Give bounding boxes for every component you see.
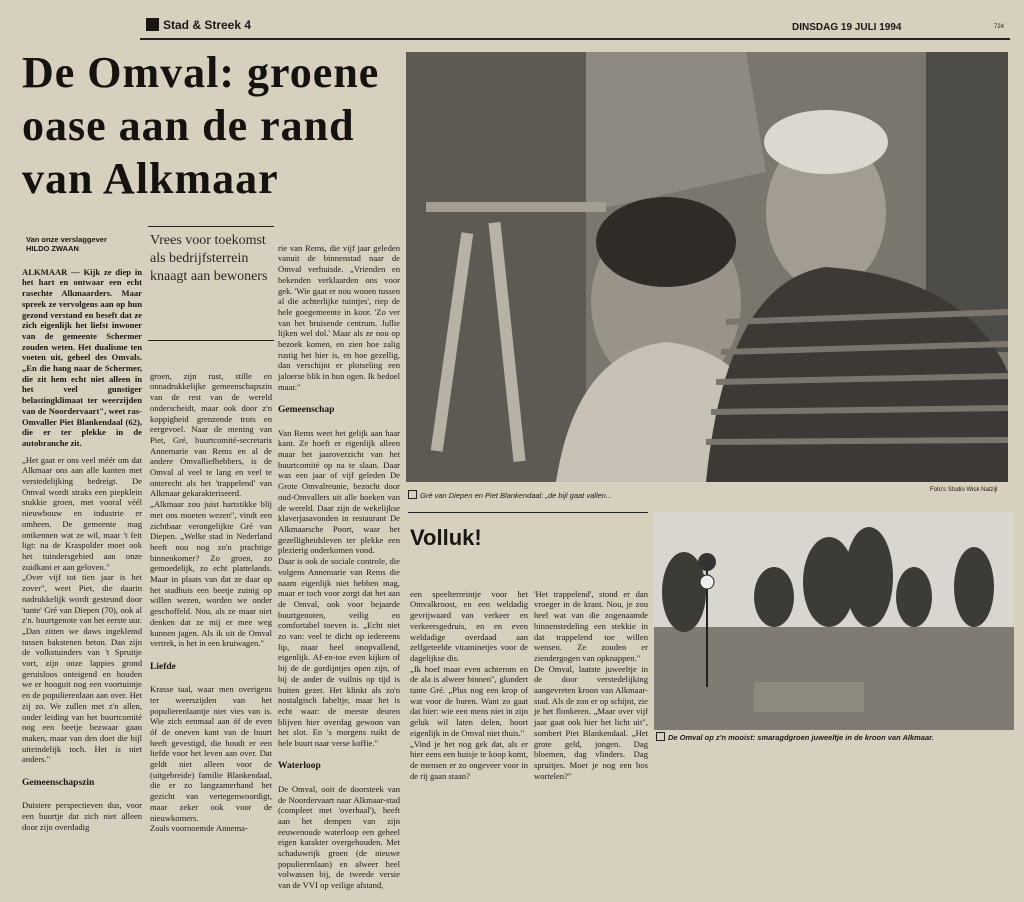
col3-body: rie van Rems, die vijf jaar geleden vanuit de binnenstad naar de Omval verhuisde. „Vrienden en bekenden verklaarden ons voor gek. 'Wie gaat er nou wonen tussen al die achterlijke tuintjes', riep de hele goegemeente in koor. 'Zo ver van het bruisende centrum. Jullie lijken wel dol.' Maar als ze nou op bezoek komen, en zien hoe zalig rustig het hier is, en hoe gezellig, dan verschijnt er plotseling een jaloerse blik in hun ogen. Ik bedoel maar." [278,242,400,392]
second-photo-caption [656,732,934,742]
subheading-waterloop: Waterloop [278,761,321,772]
section-logo-icon [146,18,159,31]
column-4 [410,578,528,781]
caption-marker-icon-2 [656,732,665,741]
column-2 [150,360,272,834]
pull-quote: Vrees voor toekomst als bedrijfsterrein knaagt aan bewoners [150,233,268,284]
main-photo [406,52,1008,482]
col4-body: een speelterreintje voor het Omvalkroost, en een weldadig gevrijwaard van verkeer en verkeersgedruis, en en even weldadige overdaad aan zelfgeteelde vitaminetjes voor de dagelijkse dis. „Ik hoef maar even achterom en de ala is alweer binnen", glundert tante Gré. „Plus nog een krop of wat voor de buren. Want zo gaat dat hier: wie een mens niet in zijn geluk wil laten delen, hoort eigenlijk in de Omval niet thuis." „Vind je het nog gek dat, als er hier eens een huisje te koop komt, de mensen er zo ongeveer voor in de rij gaan staan? [410,588,528,781]
column-5 [534,578,648,781]
page-number: 724 [994,24,1005,30]
column-1 [22,256,142,832]
col1-tail: Duistere perspectieven dus, voor een buurtje dat zich niet alleen door zijn overdadig [22,800,142,832]
subheading-gemeenschapszin: Gemeenschapszin [22,777,95,788]
quote-rule-bottom [148,340,274,341]
col3-tail2: De Omval, ooit de doorsteek van de Noordervaart naar Alkmaar-stad (compleet met 'overhaal'), heeft aan het dempen van zijn eeuwenoude waterloop een geheel eigen karakter overgehouden. Met schaduwrijk groen (de nieuwe populierenlaan) en alweer heel volwassen bij, de tweede versie van de VVI op veilige afstand, [278,783,400,891]
section-header [146,18,251,38]
subheading-liefde: Liefde [150,661,176,672]
second-caption-text: De Omval op z'n mooist: smaragdgroen juweeltje in de kroon van Alkmaar. [668,733,934,742]
subheading-gemeenschap: Gemeenschap [278,405,335,416]
issue-date: DINSDAG 19 JULI 1994 [792,22,902,33]
main-caption-text: Gré van Diepen en Piet Blankendaal: „de bijl gaat vallen... [420,491,613,500]
photo-credit: Foto's Studio Wick Natzijl [930,487,998,493]
section-title: Stad & Streek 4 [163,18,252,32]
col2-tail: Krasse taal, waar men overigens ter weerszijden van het populierenlaantje niet vies van is. Wie zich eenmaal aan óf de even óf de oneven kant van de buurt heeft gevestigd, die houdt er een liefde voor het leven aan over. Dat geldt niet alleen voor de (uitgebreide) familie Blankendaal, die er zo langzamerhand het gezicht van vertegenwoordigt, maar zeker ook voor de nieuwkomers. Zoals voornoemde Annema- [150,684,272,834]
col5-body: 'Het trappelend', stond er dan vroeger in de krant. Nou, je zou heel wat van die zogenaamde binnenstedeling een stekkie in dat trappelend toe willen wensen. Ze zouden er ziendergogen van opknappen." De Omval, laatste juweeltje in de door verstedelijking aangevreten kroon van Alkmaar-stad. Als de zon er op schijnt, zie je het flonkeren. „Maar over vijf jaar gaat ook hier het licht uit", sombert Piet Blankendaal. „Het grote geld, jongen. Dag bloemen, dag vlinders. Dag spruitjes. Moet je nog een bos wortelen?" [534,588,648,781]
column-label-volluk: Volluk! [410,525,482,550]
header-rule [140,38,1010,40]
column-3 [278,232,400,891]
col1-body: „Het gaat er ons veel méér om dat Alkmaar ons aan alle kanten met verstedelijking bedreigt. De Omval wordt straks een piepklein stukkie groen, met vooral véél nieuwbouw en industrie er omheen. De gemeente mag ontkennen wat ze wil, maar 't feit ligt: na de Kraspolder moet ook het tuindersgebied aan onze zuidkant er aan geloven." „Over vijf tot tien jaar is het zover", weet Piet, die daarin nadrukkelijk wordt gesteund door 'tante' Gré van Diepen (70), ook al z'n. buurtgenote van het eerste uur. „Dan zitten we daws ingeklemd tussen bakstenen beton. Dan zijn de volkstuinders van 't Spruitje vort, zijn onze lappies grond geruisloos onteigend en houden we er hooguit nog een voortuintje en de populierenlaan aan over. Het zij zo. We zullen met z'n allen, onder leiding van het buurtcomité nog een beetje bezwaar gaan maken, maar van den doet die bijl uiteindelijk toch. Het is niet anders." [22,454,142,765]
portrait-photo-illustration [406,52,1008,482]
byline: Van onze verslaggever HILDO ZWAAN [26,235,107,253]
col2-body: groen, zijn rust, stille en onnadrukkelijke gemeenschapszin van de rest van de wereld onderscheidt, maar ook door z'n koppigheid grenzende trots en eergevoel. Naar de mening van Piet, Gré, buurtcomité-secretaris Annemarie van Rems en al de andere Omvalliefhebbers, is de Omval al veel te lang en veel te onterecht als het 'trappelend' van Alkmaar gekarakteriseerd. „Alkmaar zou juist hartstikke blij met ons moeten wezen", vindt een zichtbaar verongelijkte Gré van Diepen. „Welke stad in Nederland heeft nou nog zo'n prachtige binnenkomer? Zo groen, zo gemoedelijk, zo echt plattelands. Maar in plaats van dat ze daar op het stadhuis een beetje zuinig op willen wezen, worden we onder geschoffeld. Nou, als ze maar niet denken dat ze mij er mee weg kunnen jagen. Als ik uit de Omval vertrek, is het in een kruiwagen." [150,370,272,649]
col3-tail: Van Rems weet het gelijk aan haar kant. Ze hoeft er eigenlijk alleen maar het jaaroverzicht van het buurtcomité op na te slaan. Daar was een jaar of vijf geleden De Grote Omvalreunie, bezocht door oud-Omvallers uit alle hoeken van de wereld. Daar zijn de wekelijkse klaverjasavonden in restaurant De Alkmaarsche Poort, waar het gezelligheidsleven ter plekke een plezierig onderkomen vond. Daar is ook de sociale controle, die volgens Annemarie van Rems die naam eigenlijk niet hebben mag, maar er toch voor zorgt dat het aan de Omval, ook voor bejaarde buurtgenoten, veilig en comfortabel toeven is. „Echt niet zo van: veel te dicht op iedereens lip, maar heel onopvallend, eigenlijk. Af-en-toe even kijken of bij de de gordijntjes open zijn, of bij de ander de vuilnis op tijd is buiten gezet. Het klinkt als zo'n nostalgisch fabeltje, maar het is echt waar: de meeste deuren blijven hier overdag gewoon van het slot. En 's morgens ruikt de hele buurt naar verse koffie." [278,427,400,749]
lead-paragraph: ALKMAAR — Kijk ze diep in het hart en ontwaar een echt rasechte Alkmaarders. Maar spreek ze vervolgens aan op hun gezond verstand en beseft dat ze zich eigenlijk het liefst inwoner van de gemeente Schermer zouden weten. Het dualisme ten voeten uit, geheel des Omvals. „En die hang naar de Schermer, die zit hem echt niet alleen in het veel gunstiger belastingklimaat ter weerzijden van de Noordervaart", weet ras-Omvaller Piet Blankendaal (62), die er ter plekke in de autobranche zit. [22,266,142,448]
caption-marker-icon [408,490,417,499]
volluk-rule [408,512,648,513]
main-photo-caption [408,490,612,500]
quote-rule-top [148,226,274,227]
headline: De Omval: groene oase aan de rand van Alkmaar [22,48,380,203]
landscape-photo-illustration [654,512,1014,730]
second-photo [654,512,1014,730]
